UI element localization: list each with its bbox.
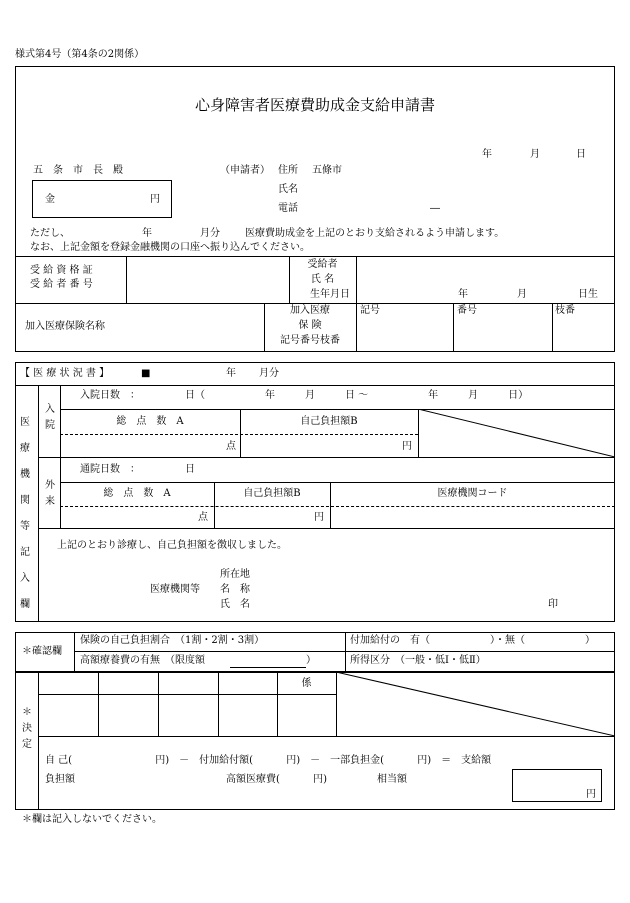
- inpatient-selfpay-label: 自己負担額B: [300, 416, 358, 427]
- edaban-label: 枝番: [555, 305, 575, 316]
- seal-mark: 印: [548, 599, 558, 610]
- outpatient-days: 通院日数 ： 日: [80, 464, 195, 475]
- equivalent-label: 相当額: [377, 774, 407, 785]
- decision-label: ＊決定: [22, 707, 32, 750]
- highcost-text: 高額療養費の有無 （限度額: [80, 655, 205, 666]
- medical-side-label: 医療機関等記入欄: [20, 417, 30, 610]
- limit-amount-line[interactable]: [230, 667, 306, 668]
- amount-unit: 円: [150, 194, 160, 205]
- inpatient-points-unit: 点: [226, 441, 236, 452]
- recipient-label-1: 受給者: [307, 259, 338, 270]
- facility-label: 医療機関等: [150, 584, 200, 595]
- self-rate-text: 保険の自己負担割合 （1割・2割・3割）: [80, 635, 265, 646]
- phone-label: 電話: [278, 203, 298, 214]
- highcost-close: ）: [306, 655, 316, 666]
- date-month: 月: [530, 149, 540, 160]
- insurance-code-label-2: 保 険: [298, 320, 322, 331]
- phone-separator: ―: [430, 203, 440, 214]
- insurance-code-label-1: 加入医療: [290, 305, 330, 316]
- outpatient-yen-unit: 円: [314, 512, 324, 523]
- facility-person-label: 氏 名: [220, 599, 250, 610]
- income-text: 所得区分 （一般・低Ⅰ・低Ⅱ）: [350, 655, 486, 666]
- addressee: 五 条 市 長 殿: [33, 165, 123, 176]
- bango-label: 番号: [457, 305, 477, 316]
- birth-month: 月: [517, 289, 527, 300]
- cert-label-1: 受 給 資 格 証: [30, 265, 93, 276]
- outpatient-points-unit: 点: [198, 512, 208, 523]
- facility-name-label: 名 称: [220, 584, 250, 595]
- birth-day: 日生: [578, 289, 598, 300]
- decision-diagonal: [336, 672, 615, 736]
- payment-yen-unit: 円: [586, 789, 596, 800]
- footnote: ＊欄は記入しないでください。: [22, 814, 162, 825]
- medical-year: 年: [226, 368, 236, 379]
- birth-year: 年: [458, 289, 468, 300]
- declaration-line2: なお、上記金額を登録金融機関の口座へ振り込んでください。: [30, 242, 310, 253]
- inpatient-points-label: 総 点 数 A: [116, 416, 184, 427]
- date-day: 日: [576, 149, 586, 160]
- amount-label: 金: [45, 194, 55, 205]
- page-title: 心身障害者医療費助成金支給申請書: [194, 96, 435, 114]
- insurance-code-label-3: 記号番号枝番: [280, 335, 340, 346]
- form-number: 様式第4号（第4条の2関係）: [15, 49, 145, 60]
- highcost-medical-label: 高額医療費( 円): [226, 774, 327, 785]
- self-burden-label: 負担額: [45, 774, 75, 785]
- kakari-label: 係: [301, 678, 312, 689]
- inpatient-days: 入院日数 ： 日（ 年 月 日 〜 年 月 日）: [80, 390, 529, 401]
- address-value[interactable]: 五條市: [312, 165, 342, 176]
- inpatient-diagonal: [418, 409, 615, 457]
- recipient-label-2: 氏 名: [310, 274, 335, 285]
- declaration-month: 月分: [200, 228, 220, 239]
- medical-marker: ■: [141, 368, 151, 379]
- facility-code-label: 医療機関コード: [437, 488, 508, 499]
- address-label: 住所: [278, 165, 298, 176]
- certification-text: 上記のとおり診療し、自己負担額を徴収しました。: [57, 540, 287, 551]
- cert-label-2: 受 給 者 番 号: [30, 279, 93, 290]
- kigo-label: 記号: [360, 305, 380, 316]
- declaration-prefix: ただし、: [30, 228, 70, 239]
- name-label: 氏名: [278, 184, 298, 195]
- date-year: 年: [482, 149, 492, 160]
- insurance-name-label: 加入医療保険名称: [25, 321, 105, 332]
- decision-formula: 自 己( 円) － 付加給付額( 円) － 一部負担金( 円) ＝ 支給額: [45, 755, 492, 766]
- facility-address-label: 所在地: [220, 569, 250, 580]
- confirm-label: ＊確認欄: [22, 646, 62, 657]
- declaration-year: 年: [142, 228, 152, 239]
- medical-header: 【 医 療 状 況 書 】: [20, 368, 110, 379]
- medical-month: 月分: [259, 368, 279, 379]
- recipient-label-3: 生年月日: [310, 289, 350, 300]
- outpatient-label: 外来: [45, 480, 55, 507]
- applicant-label: （申請者）: [220, 165, 270, 176]
- outpatient-points-label: 総 点 数 A: [103, 488, 171, 499]
- declaration-text: 医療費助成金を上記のとおり支給されるよう申請します。: [245, 228, 505, 239]
- outpatient-selfpay-label: 自己負担額B: [243, 488, 301, 499]
- inpatient-yen-unit: 円: [402, 441, 412, 452]
- addon-text: 付加給付の 有（ ）・無（ ）: [350, 635, 595, 646]
- inpatient-label: 入院: [45, 404, 55, 431]
